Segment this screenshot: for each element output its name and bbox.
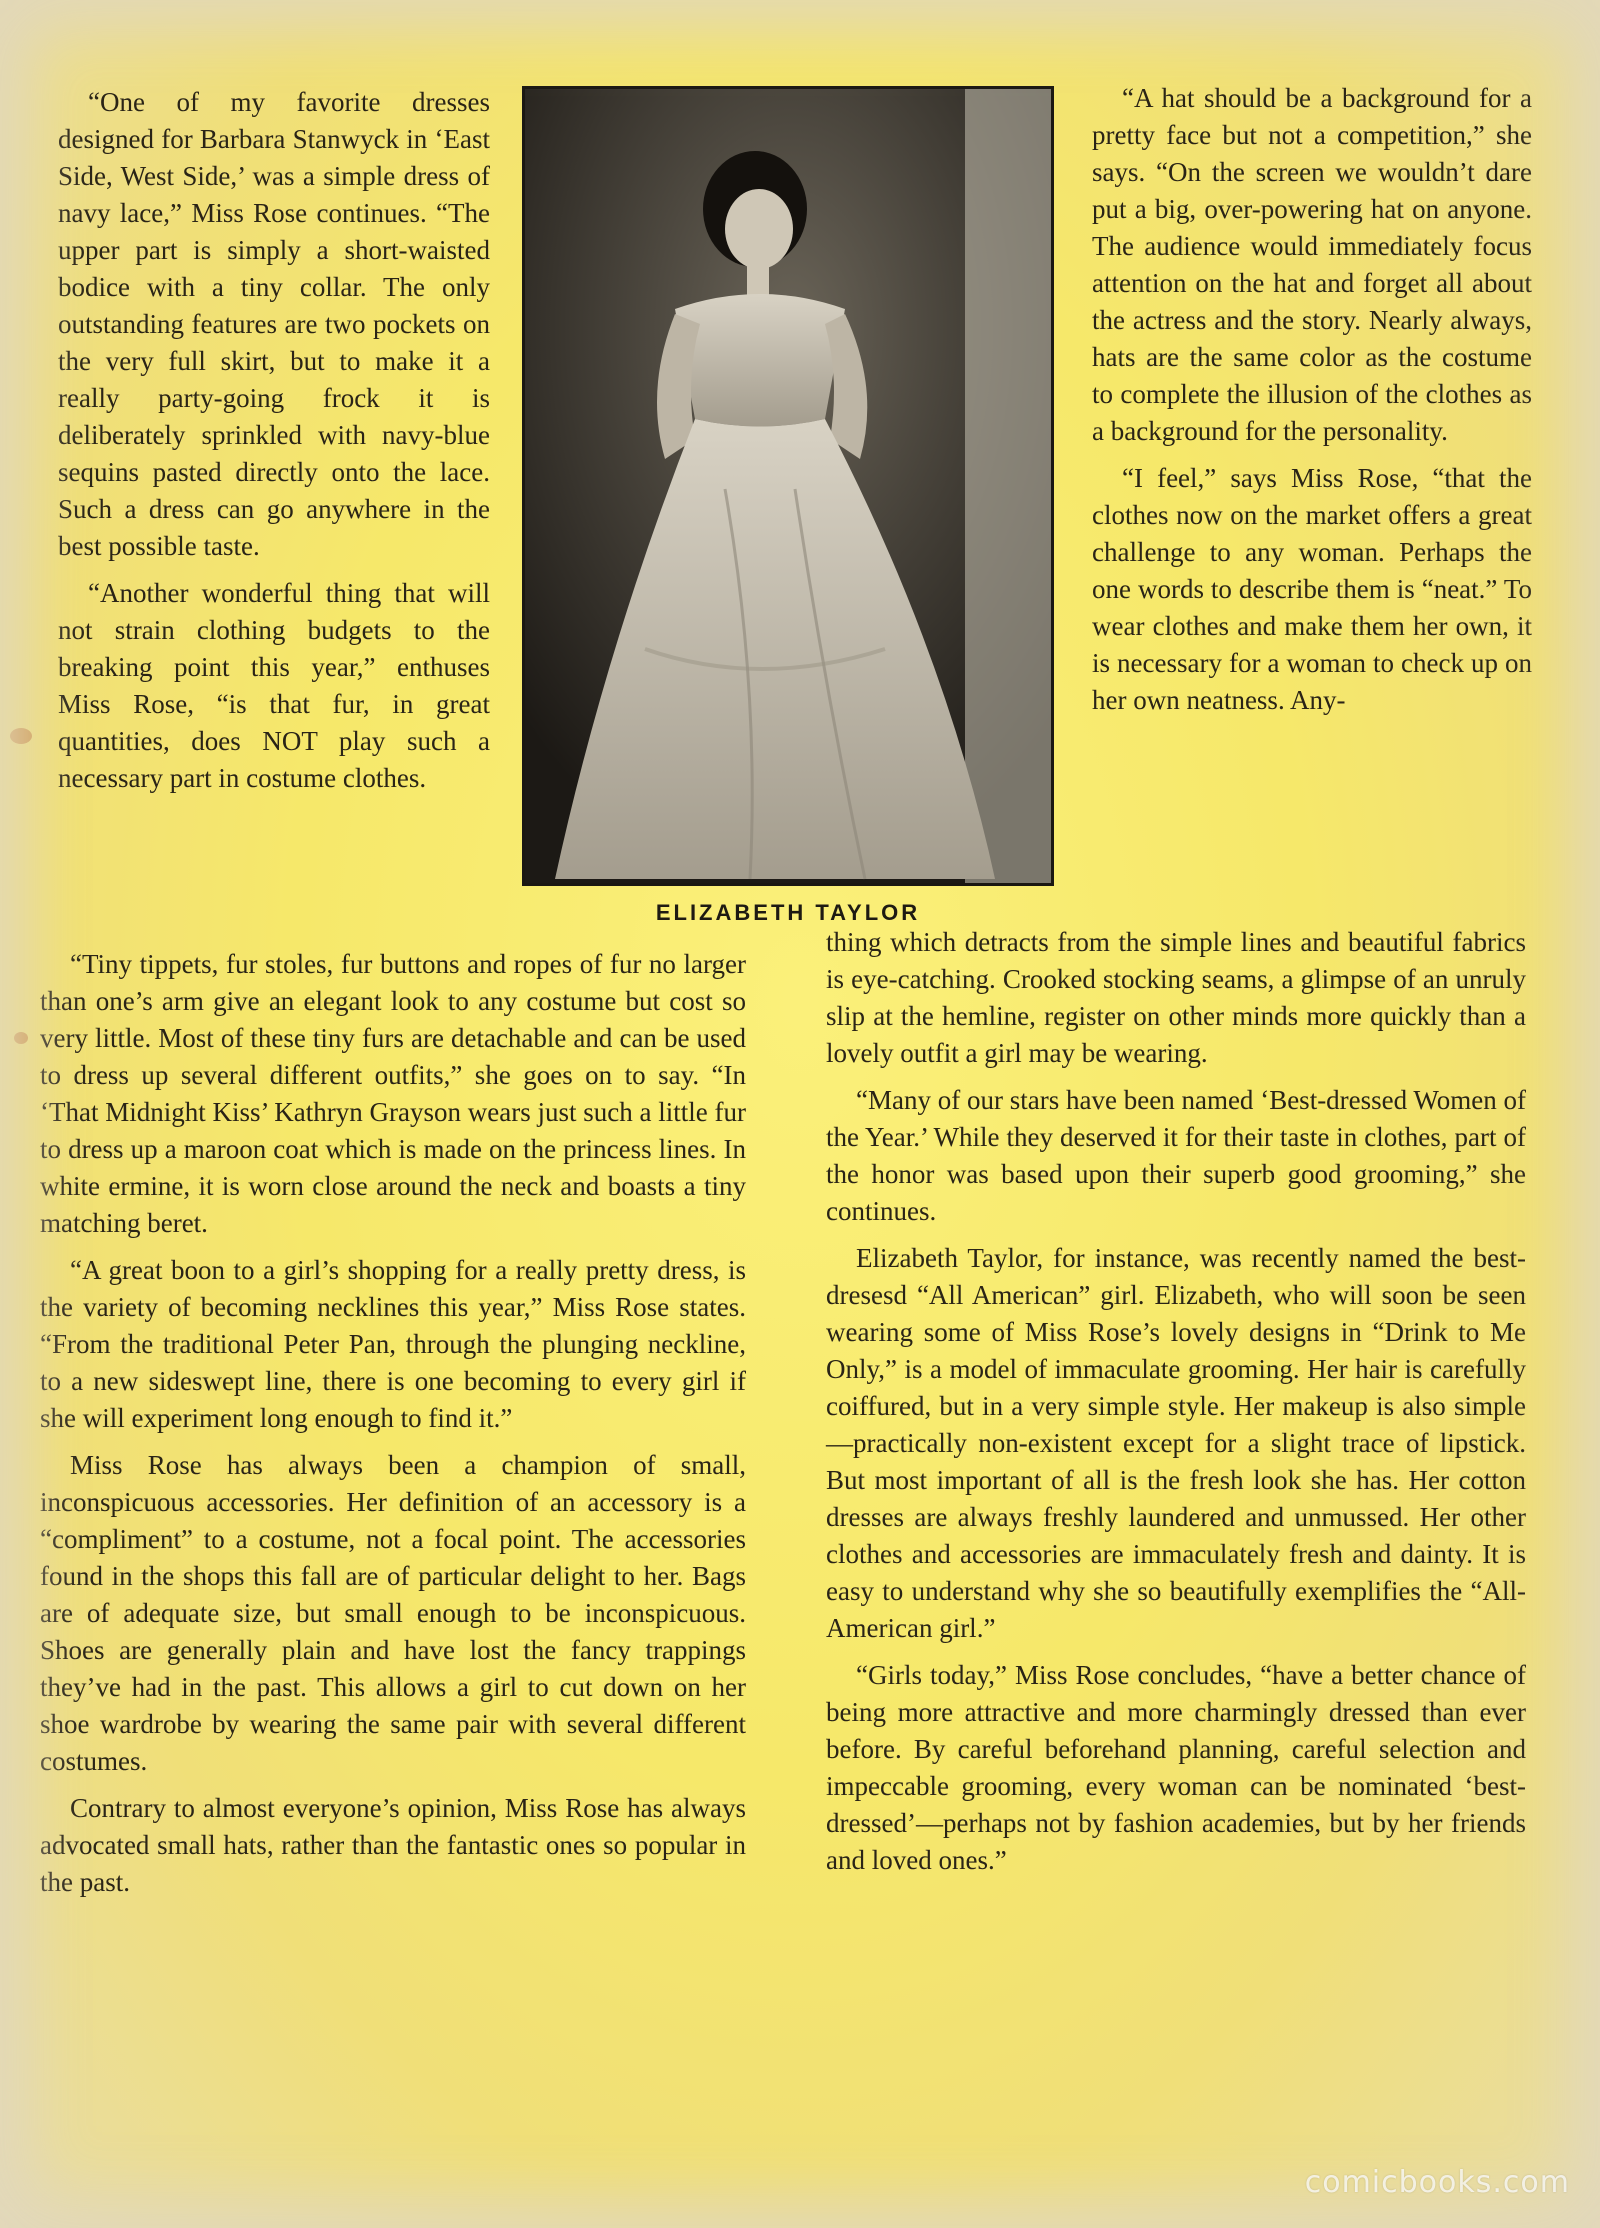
portrait-illustration <box>525 89 1054 886</box>
article-column-left-bottom <box>40 946 746 1911</box>
article-column-left-top <box>58 84 490 807</box>
elizabeth-taylor-photo <box>522 86 1054 886</box>
paragraph: Miss Rose has always been a champion of small, inconspicuous accessories. Her definition of an accessory is a “compliment” to a costume, not a focal point. The accessories found in the shops this fall are of particular delight to her. Bags are of adequate size, but small enough to be inconspicuous. Shoes are generally plain and have lost the fancy trappings they’ve had in the past. This allows a girl to cut down on her shoe wardrobe by wearing the same pair with several different costumes. <box>40 1450 746 1776</box>
paragraph: “Many of our stars have been named ‘Best-dressed Women of the Year.’ While they deserved it for their taste in clothes, part of the honor was based upon their superb good grooming,” she continues. <box>826 1085 1526 1226</box>
paragraph: “Girls today,” Miss Rose concludes, “have a better chance of being more attractive and more charmingly dressed than ever before. By careful beforehand planning, careful selection and impeccable grooming, every woman can be nominated ‘best-dressed’—perhaps not by fashion academies, but by her friends and loved ones.” <box>826 1660 1526 1875</box>
paragraph: “Tiny tippets, fur stoles, fur buttons and ropes of fur no larger than one’s arm give an elegant look to any costume but cost so very little. Most of these tiny furs are detachable and can be used to dress up several different outfits,” she goes on to say. “In ‘That Midnight Kiss’ Kathryn Grayson wears just such a little fur to dress up a maroon coat which is made on the princess lines. In white ermine, it is worn close around the neck and boasts a tiny matching beret. <box>40 949 746 1238</box>
paragraph: Elizabeth Taylor, for instance, was recently named the best-dresesd “All American” girl. Elizabeth, who will soon be seen wearing some of Miss Rose’s lovely designs in “Drink to Me Only,” is a model of immaculate grooming. Her hair is carefully coiffured, but in a very simple style. Her makeup is also simple—practically non-existent except for a slight trace of lipstick. But most important of all is the fresh look she has. Her cotton dresses are always freshly laundered and unmussed. Her other clothes and accessories are immaculately fresh and dainty. It is easy to understand why she so beautifully exemplifies the “All-American girl.” <box>826 1243 1526 1643</box>
paragraph: Contrary to almost everyone’s opinion, Miss Rose has always advocated small hats, rather than the fantastic ones so popular in the past. <box>40 1793 746 1897</box>
watermark: comicbooks.com <box>1304 2165 1570 2200</box>
paper-stain <box>10 728 32 744</box>
paper-stain <box>14 1032 28 1044</box>
paragraph: “Another wonderful thing that will not strain clothing budgets to the breaking point this year,” enthuses Miss Rose, “is that fur, in great quantities, does NOT play such a necessary part in costume clothes. <box>58 578 490 793</box>
paragraph: “I feel,” says Miss Rose, “that the clothes now on the market offers a great challenge to any woman. Perhaps the one words to describe them is “neat.” To wear clothes and make them her own, it is necessary for a woman to check up on her own neatness. Any- <box>1092 463 1532 715</box>
paragraph: “One of my favorite dresses designed for Barbara Stanwyck in ‘East Side, West Side,’ was a simple dress of navy lace,” Miss Rose continues. “The upper part is simply a short-waisted bodice with a tiny collar. The only outstanding features are two pockets on the very full skirt, but to make it a really party-going frock it is deliberately sprinkled with navy-blue sequins pasted directly onto the lace. Such a dress can go anywhere in the best possible taste. <box>58 87 490 561</box>
article-column-right-top <box>1092 80 1532 729</box>
article-column-right-bottom <box>826 924 1526 1889</box>
paragraph: thing which detracts from the simple lines and beautiful fabrics is eye-catching. Crooked stocking seams, a glimpse of an unruly slip at the hemline, register on other minds more quickly than a lovely outfit a girl may be wearing. <box>826 927 1526 1068</box>
paragraph: “A great boon to a girl’s shopping for a really pretty dress, is the variety of becoming necklines this year,” Miss Rose states. “From the traditional Peter Pan, through the plunging neckline, to a new sideswept line, there is one becoming to every girl if she will experiment long enough to find it.” <box>40 1255 746 1433</box>
paragraph: “A hat should be a background for a pretty face but not a competition,” she says. “On the screen we wouldn’t dare put a big, over-powering hat on anyone. The audience would immediately focus attention on the hat and forget all about the actress and the story. Nearly always, hats are the same color as the costume to complete the illusion of the clothes as a background for the personality. <box>1092 83 1532 446</box>
photo-caption: ELIZABETH TAYLOR <box>655 900 921 925</box>
